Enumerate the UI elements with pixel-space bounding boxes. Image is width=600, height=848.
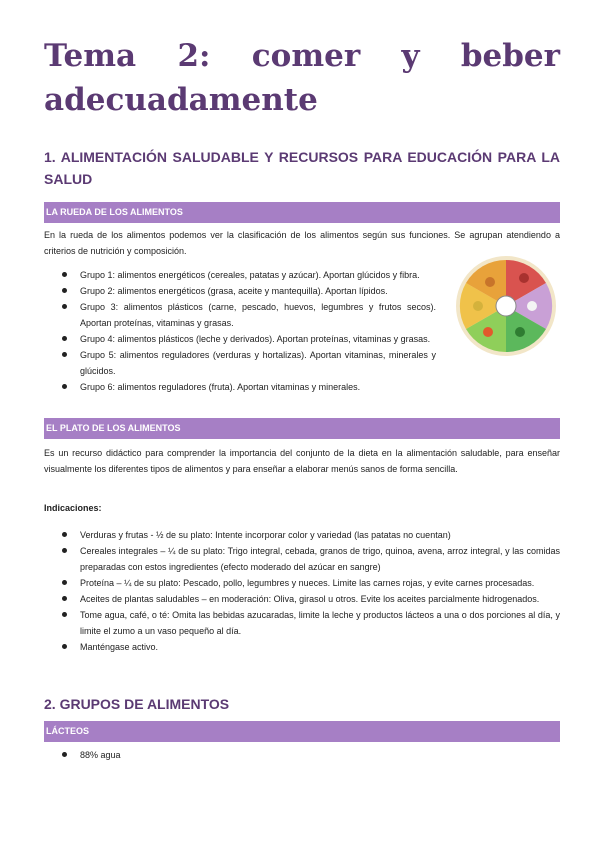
plato-list bbox=[44, 527, 560, 655]
band-rueda: LA RUEDA DE LOS ALIMENTOS bbox=[44, 202, 560, 223]
title-line-2: adecuadamente bbox=[44, 82, 318, 118]
food-dot bbox=[483, 327, 493, 337]
band-lacteos: LÁCTEOS bbox=[44, 721, 560, 742]
list-item: Grupo 6: alimentos reguladores (fruta). Aportan vitaminas y minerales. bbox=[44, 379, 596, 395]
wheel-center bbox=[496, 296, 516, 316]
list-item: Tome agua, café, o té: Omita las bebidas azucaradas, limite la leche y productos lácteos a una o dos porciones al día, y limite el zumo a un vaso pequeño al día. bbox=[44, 607, 560, 639]
indicaciones-label: Indicaciones: bbox=[44, 503, 102, 513]
list-item: Grupo 1: alimentos energéticos (cereales, patatas y azúcar). Aportan glúcidos y fibra. bbox=[44, 267, 436, 283]
list-item: Grupo 4: alimentos plásticos (leche y derivados). Aportan proteínas, vitaminas y grasas. bbox=[44, 331, 436, 347]
food-dot bbox=[473, 301, 483, 311]
title-line-1 bbox=[44, 34, 560, 78]
rueda-intro: En la rueda de los alimentos podemos ver la clasificación de los alimentos según sus funciones. Se agrupan atendiendo a criterios de nutrición y composición. bbox=[44, 230, 560, 256]
title-word: beber bbox=[460, 38, 560, 74]
food-dot bbox=[527, 301, 537, 311]
title-word: y bbox=[401, 38, 420, 74]
section-1-heading: 1. ALIMENTACIÓN SALUDABLE Y RECURSOS PARA EDUCACIÓN PARA LA SALUD bbox=[44, 149, 560, 187]
plato-intro: Es un recurso didáctico para comprender la importancia del conjunto de la dieta en la alimentación saludable, para enseñar visualmente los diferentes tipos de alimentos y para enseñar a elaborar menús sanos de forma sencilla. bbox=[44, 448, 560, 474]
section-2-heading: 2. GRUPOS DE ALIMENTOS bbox=[44, 696, 230, 712]
food-dot bbox=[519, 273, 529, 283]
band-plato: EL PLATO DE LOS ALIMENTOS bbox=[44, 418, 560, 439]
list-item: 88% agua bbox=[44, 747, 560, 763]
list-item: Cereales integrales – ¼ de su plato: Trigo integral, cebada, granos de trigo, quinoa, avena, arroz integral, y las comidas preparadas con estos ingredientes (efecto moderado del azúcar en sangre) bbox=[44, 543, 560, 575]
lacteos-list bbox=[44, 747, 560, 763]
food-dot bbox=[515, 327, 525, 337]
list-item: Grupo 3: alimentos plásticos (carne, pescado, huevos, legumbres y frutos secos). Aportan proteínas, vitaminas y grasas. bbox=[44, 299, 436, 331]
page-title bbox=[44, 34, 560, 122]
list-item: Verduras y frutas - ½ de su plato: Intente incorporar color y variedad (las patatas no cuentan) bbox=[44, 527, 560, 543]
food-dot bbox=[485, 277, 495, 287]
list-item: Manténgase activo. bbox=[44, 639, 560, 655]
title-word: comer bbox=[251, 38, 361, 74]
list-item: Grupo 2: alimentos energéticos (grasa, aceite y mantequilla). Aportan lípidos. bbox=[44, 283, 436, 299]
list-item: Proteína – ¼ de su plato: Pescado, pollo, legumbres y nueces. Limite las carnes rojas, y evite carnes procesadas. bbox=[44, 575, 560, 591]
rueda-list bbox=[44, 267, 436, 395]
list-item: Grupo 5: alimentos reguladores (verduras y hortalizas). Aportan vitaminas, minerales y glúcidos. bbox=[44, 347, 436, 379]
list-item: Aceites de plantas saludables – en moderación: Oliva, girasol u otros. Evite los aceites parcialmente hidrogenados. bbox=[44, 591, 560, 607]
food-wheel-image bbox=[444, 254, 568, 358]
title-word: Tema bbox=[44, 38, 137, 74]
title-word: 2: bbox=[177, 38, 211, 74]
